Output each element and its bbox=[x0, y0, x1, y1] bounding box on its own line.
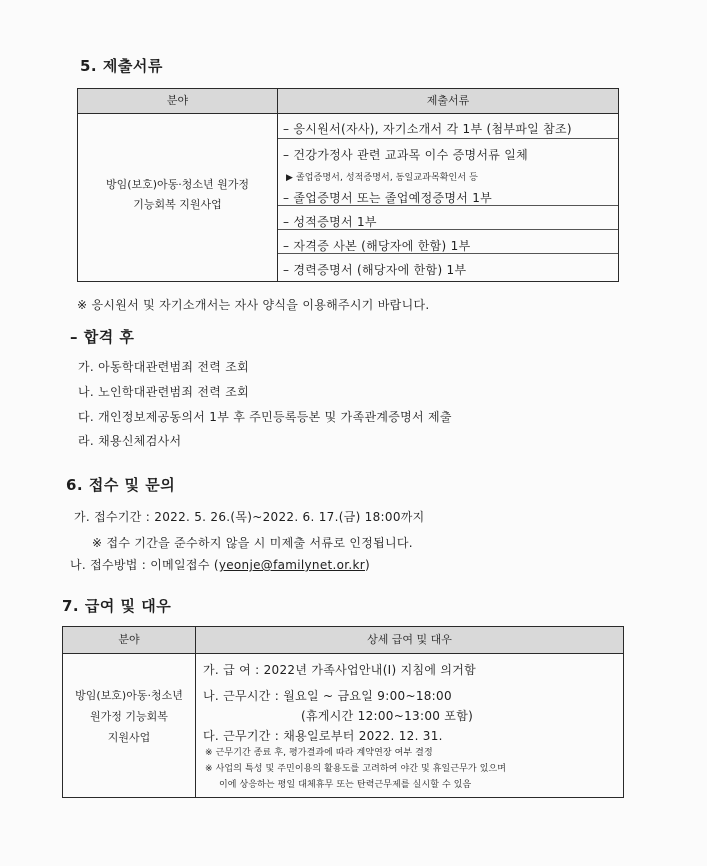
note-row: 이에 상응하는 평일 대체휴무 또는 탄력근무제를 실시할 수 있음 bbox=[219, 780, 472, 790]
documents-note: ※ 응시원서 및 자기소개서는 자사 양식을 이용해주시기 바랍니다. bbox=[77, 298, 430, 312]
doc-row: – 자격증 사본 (해당자에 한함) 1부 bbox=[283, 239, 471, 253]
section-7-title: 7. 급여 및 대우 bbox=[62, 597, 172, 615]
application-period: 가. 접수기간 : 2022. 5. 26.(목)~2022. 6. 17.(금) 18:00까지 bbox=[74, 510, 425, 524]
after-pass-title: – 합격 후 bbox=[70, 328, 135, 346]
period-row: 다. 근무기간 : 채용일로부터 2022. 12. 31. bbox=[203, 729, 443, 743]
doc-row: – 졸업증명서 또는 졸업예정증명서 1부 bbox=[283, 191, 493, 205]
email-link[interactable]: yeonje@familynet.or.kr bbox=[218, 558, 365, 572]
header-field: 분야 bbox=[166, 94, 189, 107]
doc-row: – 응시원서(자사), 자기소개서 각 1부 (첨부파일 참조) bbox=[283, 122, 572, 136]
documents-table bbox=[77, 88, 619, 282]
header-field: 분야 bbox=[118, 633, 140, 646]
note-row: ※ 근무기간 종료 후, 평가결과에 따라 계약연장 여부 결정 bbox=[205, 748, 433, 758]
break-row: (휴게시간 12:00~13:00 포함) bbox=[301, 709, 474, 723]
header-detail: 상세 급여 및 대우 bbox=[367, 633, 452, 646]
after-item: 다. 개인정보제공동의서 1부 후 주민등록등본 및 가족관계증명서 제출 bbox=[78, 410, 452, 424]
hours-row: 나. 근무시간 : 월요일 ~ 금요일 9:00~18:00 bbox=[203, 689, 452, 703]
application-method: 나. 접수방법 : 이메일접수 (yeonje@familynet.or.kr) bbox=[70, 558, 370, 572]
salary-table bbox=[62, 626, 624, 798]
after-item: 나. 노인학대관련범죄 전력 조회 bbox=[78, 385, 250, 399]
doc-row: – 건강가정사 관련 교과목 이수 증명서류 일체 bbox=[283, 148, 529, 162]
after-item: 라. 채용신체검사서 bbox=[78, 434, 182, 448]
after-item: 가. 아동학대관련범죄 전력 조회 bbox=[78, 360, 250, 374]
section-6-title: 6. 접수 및 문의 bbox=[66, 476, 176, 494]
period-note: ※ 접수 기간을 준수하지 않을 시 미제출 서류로 인정됩니다. bbox=[92, 536, 413, 550]
field-cell: 방임(보호)아동·청소년 원가정 기능회복 지원사업 bbox=[75, 689, 183, 744]
doc-row: – 경력증명서 (해당자에 한함) 1부 bbox=[283, 263, 467, 277]
doc-row-sub: ▶ 졸업증명서, 성적증명서, 동일교과목확인서 등 bbox=[286, 173, 478, 183]
field-cell: 방임(보호)아동·청소년 원가정 기능회복 지원사업 bbox=[105, 178, 250, 211]
salary-row: 가. 급 여 : 2022년 가족사업안내(Ⅰ) 지침에 의거함 bbox=[203, 663, 477, 677]
note-row: ※ 사업의 특성 및 주민이용의 활용도를 고려하여 야간 및 휴일근무가 있으며 bbox=[205, 764, 507, 774]
section-5-title: 5. 제출서류 bbox=[80, 57, 163, 75]
doc-row: – 성적증명서 1부 bbox=[283, 215, 377, 229]
header-documents: 제출서류 bbox=[426, 94, 470, 107]
